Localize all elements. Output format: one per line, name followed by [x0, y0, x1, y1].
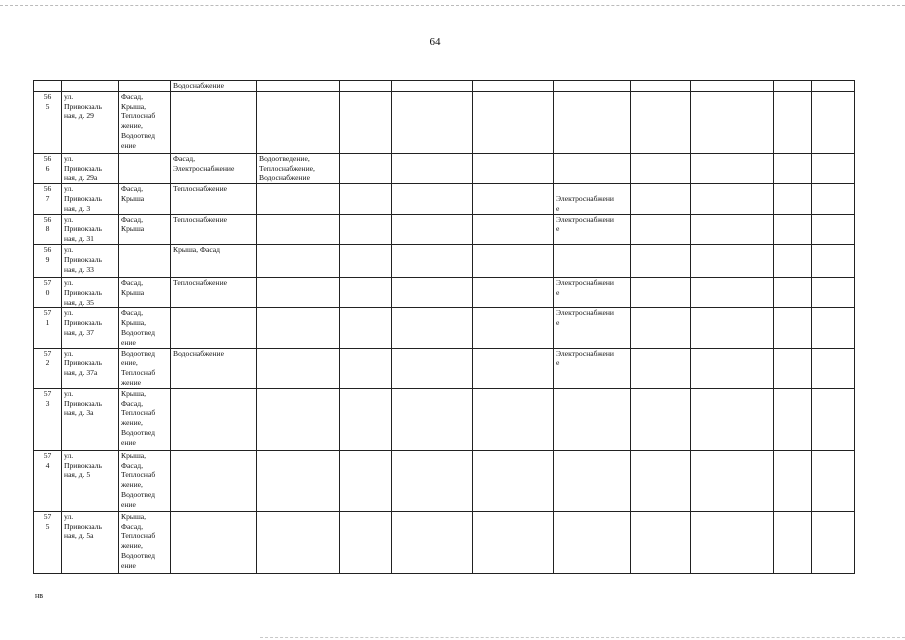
empty-cell	[392, 214, 473, 244]
table-row	[34, 244, 855, 277]
empty-cell	[392, 91, 473, 153]
work-types-cell	[554, 91, 631, 153]
empty-cell	[774, 511, 812, 573]
table-row	[34, 308, 855, 348]
work-types-cell	[171, 388, 257, 450]
work-types-cell	[257, 91, 340, 153]
scan-edge-bottom	[260, 637, 905, 638]
work-types-cell: Фасад, Крыша	[119, 277, 171, 307]
address-cell: ул. Привокзаль ная, д. 37	[62, 308, 119, 348]
empty-cell	[691, 153, 774, 183]
empty-cell	[812, 450, 855, 511]
empty-cell	[473, 388, 554, 450]
work-types-cell: Теплоснабжение	[171, 184, 257, 214]
empty-cell	[774, 91, 812, 153]
empty-cell	[631, 244, 691, 277]
row-number-cell: 56 8	[34, 214, 62, 244]
empty-cell	[392, 184, 473, 214]
row-number-cell	[34, 81, 62, 92]
empty-cell	[473, 81, 554, 92]
empty-cell	[631, 450, 691, 511]
empty-cell	[812, 277, 855, 307]
work-types-cell	[119, 81, 171, 92]
table-row	[34, 81, 855, 92]
work-types-cell: Электроснабжени е	[554, 308, 631, 348]
empty-cell	[473, 244, 554, 277]
empty-cell	[691, 348, 774, 388]
address-cell: ул. Привокзаль ная, д. 3	[62, 184, 119, 214]
work-types-cell	[171, 308, 257, 348]
work-types-cell: Фасад, Электроснабжение	[171, 153, 257, 183]
empty-cell	[774, 348, 812, 388]
empty-cell	[392, 308, 473, 348]
row-number-cell: 57 3	[34, 388, 62, 450]
work-types-cell: Фасад, Крыша, Водоотвед ение	[119, 308, 171, 348]
table-row	[34, 91, 855, 153]
empty-cell	[774, 214, 812, 244]
empty-cell	[812, 308, 855, 348]
empty-cell	[631, 348, 691, 388]
empty-cell	[774, 153, 812, 183]
table-row	[34, 511, 855, 573]
address-cell: ул. Привокзаль ная, д. 5а	[62, 511, 119, 573]
empty-cell	[392, 277, 473, 307]
empty-cell	[473, 308, 554, 348]
empty-cell	[691, 277, 774, 307]
address-cell: ул. Привокзаль ная, д. 31	[62, 214, 119, 244]
empty-cell	[774, 244, 812, 277]
work-types-cell	[257, 308, 340, 348]
scan-edge-top	[0, 5, 905, 6]
work-types-cell	[554, 153, 631, 183]
empty-cell	[812, 348, 855, 388]
work-types-cell	[119, 244, 171, 277]
table-row	[34, 153, 855, 183]
work-types-cell	[119, 153, 171, 183]
address-cell: ул. Привокзаль ная, д. 33	[62, 244, 119, 277]
empty-cell	[691, 91, 774, 153]
empty-cell	[392, 81, 473, 92]
work-types-cell: Теплоснабжение	[171, 277, 257, 307]
work-types-cell	[257, 348, 340, 388]
work-types-cell	[554, 511, 631, 573]
page-number: 64	[429, 36, 441, 48]
work-types-cell: Водоснабжение	[171, 348, 257, 388]
work-types-cell	[171, 450, 257, 511]
row-number-cell: 57 2	[34, 348, 62, 388]
table-row	[34, 184, 855, 214]
work-types-cell: Крыша, Фасад	[171, 244, 257, 277]
address-cell: ул. Привокзаль ная, д. 3а	[62, 388, 119, 450]
row-number-cell: 56 7	[34, 184, 62, 214]
address-cell: ул. Привокзаль ная, д. 37а	[62, 348, 119, 388]
empty-cell	[812, 184, 855, 214]
address-cell: ул. Привокзаль ная, д. 35	[62, 277, 119, 307]
empty-cell	[691, 388, 774, 450]
table-row	[34, 214, 855, 244]
work-types-cell	[257, 277, 340, 307]
empty-cell	[340, 388, 392, 450]
empty-cell	[774, 81, 812, 92]
work-types-cell	[554, 450, 631, 511]
empty-cell	[691, 81, 774, 92]
row-number-cell: 56 6	[34, 153, 62, 183]
empty-cell	[691, 308, 774, 348]
row-number-cell: 56 9	[34, 244, 62, 277]
empty-cell	[473, 91, 554, 153]
empty-cell	[774, 184, 812, 214]
empty-cell	[340, 214, 392, 244]
work-types-cell: Водоотведение, Теплоснабжение, Водоснабжение	[257, 153, 340, 183]
work-types-cell: Теплоснабжение	[171, 214, 257, 244]
empty-cell	[631, 214, 691, 244]
repair-schedule-table	[33, 80, 855, 574]
empty-cell	[774, 450, 812, 511]
work-types-cell	[257, 184, 340, 214]
empty-cell	[473, 153, 554, 183]
empty-cell	[340, 184, 392, 214]
empty-cell	[631, 388, 691, 450]
work-types-cell	[257, 214, 340, 244]
empty-cell	[774, 277, 812, 307]
empty-cell	[812, 214, 855, 244]
table-row	[34, 450, 855, 511]
work-types-cell	[171, 91, 257, 153]
work-types-cell: Крыша, Фасад, Теплоснаб жение, Водоотвед ение	[119, 388, 171, 450]
empty-cell	[631, 184, 691, 214]
work-types-cell: Электроснабжени е	[554, 277, 631, 307]
empty-cell	[691, 244, 774, 277]
empty-cell	[691, 184, 774, 214]
work-types-cell: Фасад, Крыша, Теплоснаб жение, Водоотвед ение	[119, 91, 171, 153]
work-types-cell	[257, 81, 340, 92]
row-number-cell: 57 0	[34, 277, 62, 307]
work-types-cell: Крыша, Фасад, Теплоснаб жение, Водоотвед ение	[119, 511, 171, 573]
empty-cell	[340, 277, 392, 307]
work-types-cell	[257, 450, 340, 511]
work-types-cell: Водоснабжение	[171, 81, 257, 92]
work-types-cell	[554, 388, 631, 450]
row-number-cell: 57 1	[34, 308, 62, 348]
empty-cell	[691, 511, 774, 573]
empty-cell	[392, 511, 473, 573]
work-types-cell: Электроснабжени е	[554, 348, 631, 388]
work-types-cell: Крыша, Фасад, Теплоснаб жение, Водоотвед ение	[119, 450, 171, 511]
work-types-cell	[257, 388, 340, 450]
empty-cell	[691, 450, 774, 511]
empty-cell	[774, 388, 812, 450]
address-cell	[62, 81, 119, 92]
table-row	[34, 348, 855, 388]
work-types-cell: Водоотвед ение, Теплоснаб жение	[119, 348, 171, 388]
empty-cell	[392, 244, 473, 277]
work-types-cell: Фасад, Крыша	[119, 184, 171, 214]
empty-cell	[392, 450, 473, 511]
work-types-cell	[257, 511, 340, 573]
table-row	[34, 277, 855, 307]
empty-cell	[473, 184, 554, 214]
work-types-cell	[554, 81, 631, 92]
empty-cell	[340, 81, 392, 92]
empty-cell	[812, 81, 855, 92]
work-types-cell: Электроснабжени е	[554, 214, 631, 244]
empty-cell	[631, 277, 691, 307]
empty-cell	[473, 348, 554, 388]
empty-cell	[392, 348, 473, 388]
empty-cell	[473, 450, 554, 511]
row-number-cell: 57 4	[34, 450, 62, 511]
empty-cell	[340, 244, 392, 277]
empty-cell	[473, 277, 554, 307]
work-types-cell	[554, 244, 631, 277]
work-types-cell: Фасад, Крыша	[119, 214, 171, 244]
empty-cell	[340, 308, 392, 348]
empty-cell	[473, 511, 554, 573]
empty-cell	[392, 153, 473, 183]
row-number-cell: 56 5	[34, 91, 62, 153]
address-cell: ул. Привокзаль ная, д. 29а	[62, 153, 119, 183]
empty-cell	[631, 511, 691, 573]
empty-cell	[631, 81, 691, 92]
row-number-cell: 57 5	[34, 511, 62, 573]
empty-cell	[631, 308, 691, 348]
empty-cell	[340, 153, 392, 183]
empty-cell	[631, 153, 691, 183]
table-row	[34, 388, 855, 450]
empty-cell	[691, 214, 774, 244]
empty-cell	[340, 348, 392, 388]
empty-cell	[774, 308, 812, 348]
work-types-cell	[171, 511, 257, 573]
empty-cell	[473, 214, 554, 244]
empty-cell	[812, 388, 855, 450]
address-cell: ул. Привокзаль ная, д. 29	[62, 91, 119, 153]
empty-cell	[631, 91, 691, 153]
empty-cell	[392, 388, 473, 450]
empty-cell	[340, 511, 392, 573]
empty-cell	[340, 91, 392, 153]
work-types-cell: Электроснабжени е	[554, 184, 631, 214]
empty-cell	[340, 450, 392, 511]
footer-mark: нв	[35, 591, 44, 600]
address-cell: ул. Привокзаль ная, д. 5	[62, 450, 119, 511]
work-types-cell	[257, 244, 340, 277]
empty-cell	[812, 91, 855, 153]
empty-cell	[812, 244, 855, 277]
empty-cell	[812, 511, 855, 573]
empty-cell	[812, 153, 855, 183]
